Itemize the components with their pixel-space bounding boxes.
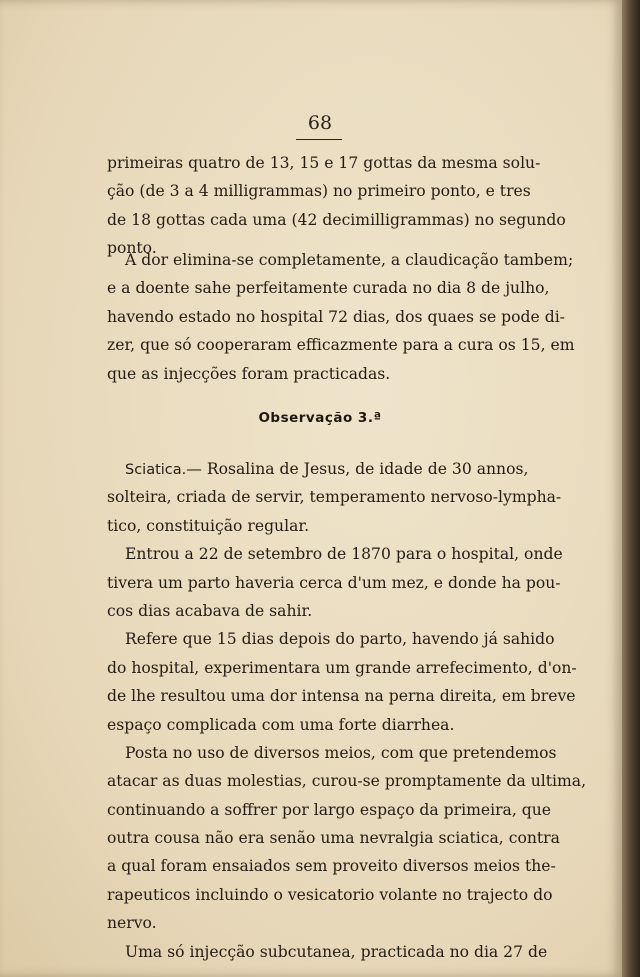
text-line: e a doente sahe perfeitamente curada no dia 8 de julho,: [107, 279, 550, 298]
text-line: Uma só injecção subcutanea, practicada no dia 27 de: [125, 942, 548, 961]
page-number-rule: [296, 139, 342, 140]
text-line: tivera um parto haveria cerca d'um mez, e donde ha pou-: [107, 573, 561, 592]
page-edge: [622, 0, 640, 977]
text-line: solteira, criada de servir, temperamento nervoso-lympha-: [107, 488, 562, 507]
text-line: a qual foram ensaiados sem proveito diversos meios the-: [107, 857, 556, 876]
text-line: tico, constituição regular.: [107, 516, 310, 535]
text-line: A dor elimina-se completamente, a claudicação tambem;: [125, 251, 574, 269]
text-line: de 18 gottas cada uma (42 decimilligrammas) no segundo: [107, 210, 566, 229]
section-heading: Observação 3.ª: [258, 410, 382, 426]
text-line: do hospital, experimentara um grande arrefecimento, d'on-: [107, 658, 577, 677]
text-line: de lhe resultou uma dor intensa na perna direita, em breve: [107, 687, 576, 706]
text-line: continuando a soffrer por largo espaço da primeira, que: [107, 800, 552, 819]
page-number: 68: [307, 112, 333, 134]
paragraph-case: [107, 455, 587, 966]
text-line: ção (de 3 a 4 milligrammas) no primeiro ponto, e tres: [107, 182, 531, 201]
text-line: atacar as duas molestias, curou-se promptamente da ultima,: [107, 772, 587, 791]
text-line: [107, 455, 529, 483]
case-lead: Sciatica.: [125, 462, 187, 478]
text-line: primeiras quatro de 13, 15 e 17 gottas da mesma solu-: [107, 154, 541, 172]
paragraph-outcome: [107, 246, 575, 388]
text-line: cos dias acabava de sahir.: [107, 601, 313, 620]
text-line: Refere que 15 dias depois do parto, havendo já sahido: [125, 630, 555, 649]
text-line: havendo estado no hospital 72 dias, dos quaes se pode di-: [107, 307, 565, 326]
text-line: rapeuticos incluindo o vesicatorio volante no trajecto do: [107, 885, 553, 904]
text-line: ponto.: [107, 239, 157, 258]
text-line: Entrou a 22 de setembro de 1870 para o hospital, onde: [125, 545, 563, 564]
text-line: zer, que só cooperaram efficazmente para a cura os 15, em: [107, 336, 575, 355]
text-line: espaço complicada com uma forte diarrhea.: [107, 715, 455, 734]
text-line: que as injecções foram practicadas.: [107, 364, 391, 383]
text-line: nervo.: [107, 914, 157, 933]
text-fragment: — Rosalina de Jesus, de idade de 30 annos,: [186, 460, 529, 478]
text-line: Posta no uso de diversos meios, com que pretendemos: [125, 743, 557, 762]
text-line: outra cousa não era senão uma nevralgia sciatica, contra: [107, 829, 560, 848]
